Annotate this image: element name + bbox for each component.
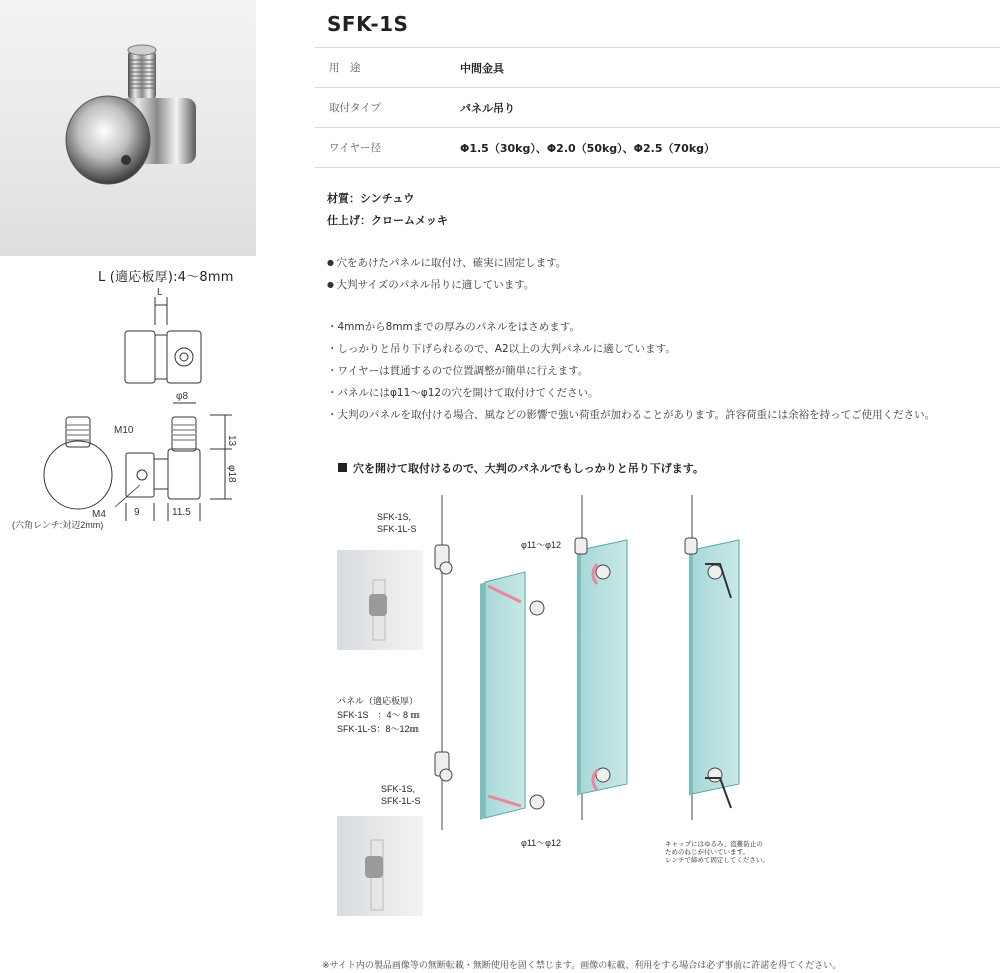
notes-list <box>327 316 935 426</box>
dim-13-label: 13 <box>226 435 237 447</box>
material-line: 材質：シンチュウ <box>327 192 415 205</box>
panel-title-label: パネル（適応板厚） <box>337 696 419 706</box>
illustration-heading-text: 穴を開けて取付けるので、大判のパネルでもしっかりと吊り下げます。 <box>353 462 704 475</box>
list-item: ● 穴をあけたパネルに取付け、確実に固定します。 <box>327 252 566 274</box>
hole-size-top-label: φ11～φ12 <box>521 540 562 550</box>
square-bullet-icon <box>338 463 347 472</box>
spec-value: パネル吊り <box>460 101 515 115</box>
product-title: SFK-1S <box>327 12 409 36</box>
list-item: ・ しっかりと吊り下げられるので、A2以上の大判パネルに適しています。 <box>327 338 935 360</box>
copyright-notice: ※サイト内の製品画像等の無断転載・無断使用を固く禁じます。画像の転載、利用をする場合は必ず事前に許諾を得てください。 <box>322 961 842 971</box>
bottom-model-label-2: SFK-1L-S <box>381 796 421 806</box>
spec-value: 中間金具 <box>460 61 504 75</box>
spec-row-mount-type <box>315 88 1000 128</box>
panel-spec-label-2: SFK-1L-S：8～12㎜ <box>337 724 419 734</box>
wrench-note: (六角レンチ:対辺2mm) <box>12 520 104 530</box>
feature-list <box>327 252 566 296</box>
list-item: ・ 4mmから8mmまでの厚みのパネルをはさめます。 <box>327 316 935 338</box>
material-block <box>327 188 448 232</box>
dim-dia8-label: φ8 <box>176 391 189 402</box>
dim-dia18-label: φ18 <box>226 465 237 483</box>
spec-label: 取付タイプ <box>329 102 381 114</box>
top-model-label: SFK-1S, <box>377 512 412 522</box>
illustration-heading <box>338 460 704 476</box>
list-item: ・ パネルにはφ11～φ12の穴を開けて取付けてください。 <box>327 382 935 404</box>
spec-table <box>315 47 1000 168</box>
drawing-title: L (適応板厚):4～8mm <box>98 270 234 285</box>
product-photo <box>0 0 256 256</box>
finish-line: 仕上げ：クロームメッキ <box>327 214 448 227</box>
top-model-label-2: SFK-1L-S <box>377 524 417 534</box>
list-item: ● 大判サイズのパネル吊りに適しています。 <box>327 274 566 296</box>
spec-row-usage <box>315 48 1000 88</box>
cap-note-line-2: ためのねじが付いています。 <box>665 849 749 856</box>
spec-label: 用 途 <box>329 62 361 74</box>
list-item: ・ 大判のパネルを取付ける場合、風などの影響で強い荷重が加わることがあります。許容荷重には余裕を持ってご使用ください。 <box>327 404 935 426</box>
bottom-model-label: SFK-1S, <box>381 784 416 794</box>
technical-drawing <box>0 285 256 530</box>
dim-l-label: L <box>157 287 163 298</box>
list-item: ・ ワイヤーは貫通するので位置調整が簡単に行えます。 <box>327 360 935 382</box>
dim-m10-label: M10 <box>114 425 134 436</box>
dim-11-5-label: 11.5 <box>172 507 191 518</box>
dim-m4-label: M4 <box>92 509 106 520</box>
spec-label: ワイヤー径 <box>329 142 382 154</box>
installation-illustration <box>325 490 1000 920</box>
hole-size-bottom-label: φ11～φ12 <box>521 838 562 848</box>
spec-row-wire-diameter <box>315 128 1000 168</box>
cap-note-line-3: レンチで締めて固定してください。 <box>665 857 769 864</box>
cap-note-line-1: キャップにはゆるみ、盗難防止の <box>665 841 763 848</box>
panel-spec-label-1: SFK-1S ：4～ 8 ㎜ <box>337 710 420 720</box>
spec-value: Φ1.5（30kg）、Φ2.0（50kg）、Φ2.5（70kg） <box>460 141 716 155</box>
dim-9-label: 9 <box>134 507 140 518</box>
